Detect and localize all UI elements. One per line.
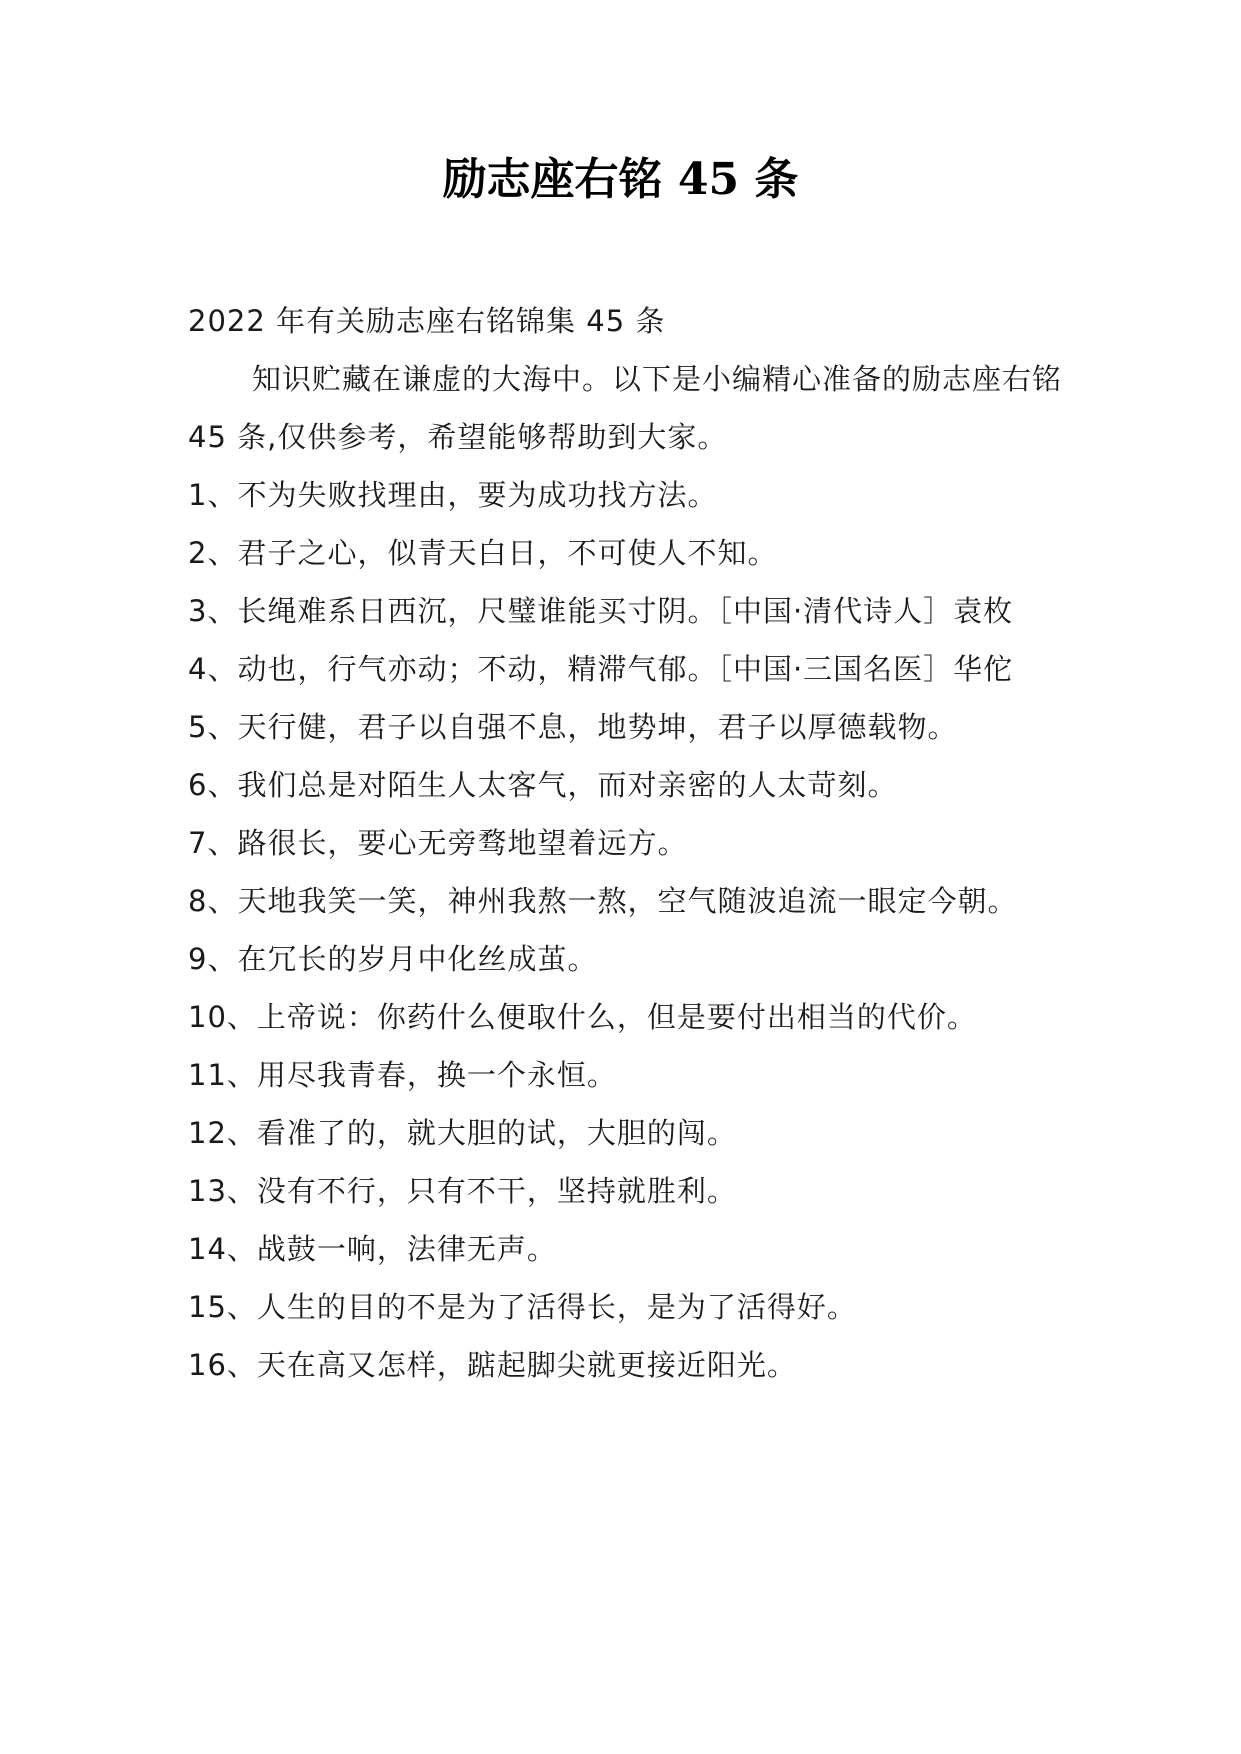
list-item: 4、动也，行气亦动；不动，精滞气郁。［中国·三国名医］华佗	[188, 652, 1014, 686]
list-item: 5、天行健，君子以自强不息，地势坤，君子以厚德载物。	[188, 710, 958, 744]
list-item: 14、战鼓一响，法律无声。	[188, 1232, 557, 1266]
list-item: 6、我们总是对陌生人太客气，而对亲密的人太苛刻。	[188, 768, 898, 802]
list-item: 9、在冗长的岁月中化丝成茧。	[188, 942, 598, 976]
document-title: 励志座右铭 45 条	[442, 154, 799, 205]
list-item: 13、没有不行，只有不干，坚持就胜利。	[188, 1174, 737, 1208]
list-item: 12、看准了的，就大胆的试，大胆的闯。	[188, 1116, 737, 1150]
intro-paragraph: 知识贮藏在谦虚的大海中。以下是小编精心准备的励志座右铭 45 条,仅供参考，希望能够帮助到大家。	[188, 362, 1073, 454]
list-item: 2、君子之心，似青天白日，不可使人不知。	[188, 536, 778, 570]
document-subtitle: 2022 年有关励志座右铭锦集 45 条	[188, 304, 666, 338]
list-item: 11、用尽我青春，换一个永恒。	[188, 1058, 617, 1092]
document-body	[188, 292, 1073, 1394]
list-item: 10、上帝说：你药什么便取什么，但是要付出相当的代价。	[188, 1000, 977, 1034]
list-item: 7、路很长，要心无旁骛地望着远方。	[188, 826, 688, 860]
list-item: 16、天在高又怎样，踮起脚尖就更接近阳光。	[188, 1348, 797, 1382]
list-item: 1、不为失败找理由，要为成功找方法。	[188, 478, 718, 512]
list-item: 3、长绳难系日西沉，尺璧谁能买寸阴。［中国·清代诗人］袁枚	[188, 594, 1014, 628]
list-item: 15、人生的目的不是为了活得长，是为了活得好。	[188, 1290, 857, 1324]
list-item: 8、天地我笑一笑，神州我熬一熬，空气随波追流一眼定今朝。	[188, 884, 1018, 918]
